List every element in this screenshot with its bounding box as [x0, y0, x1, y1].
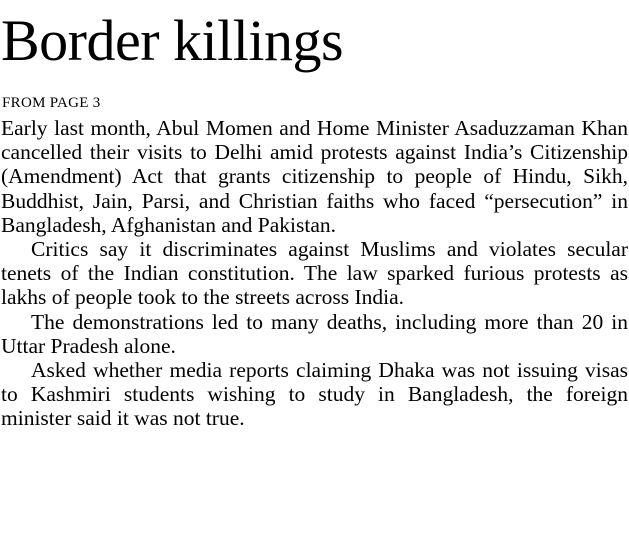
article-paragraph: Early last month, Abul Momen and Home Minister Asaduzzaman Khan cancelled their visits to Delhi amid protests against India’s Citizenship (Amendment) Act that grants citizenship to people of Hindu, Sikh, Buddhist, Jain, Parsi, and Christian faiths who faced “persecution” in Bangladesh, Afghanistan and Pakistan.: [1, 116, 628, 237]
article-body: [1, 116, 628, 431]
article-paragraph: Asked whether media reports claiming Dhaka was not issuing visas to Kashmiri students wishing to study in Bangladesh, the foreign minister said it was not true.: [1, 358, 628, 431]
article-paragraph: The demonstrations led to many deaths, including more than 20 in Uttar Pradesh alone.: [1, 309, 628, 358]
article-headline: Border killings: [1, 8, 344, 73]
jump-line: FROM PAGE 3: [2, 95, 101, 111]
article-paragraph: Critics say it discriminates against Muslims and violates secular tenets of the Indian constitution. The law sparked furious protests as lakhs of people took to the streets across India.: [1, 237, 628, 310]
